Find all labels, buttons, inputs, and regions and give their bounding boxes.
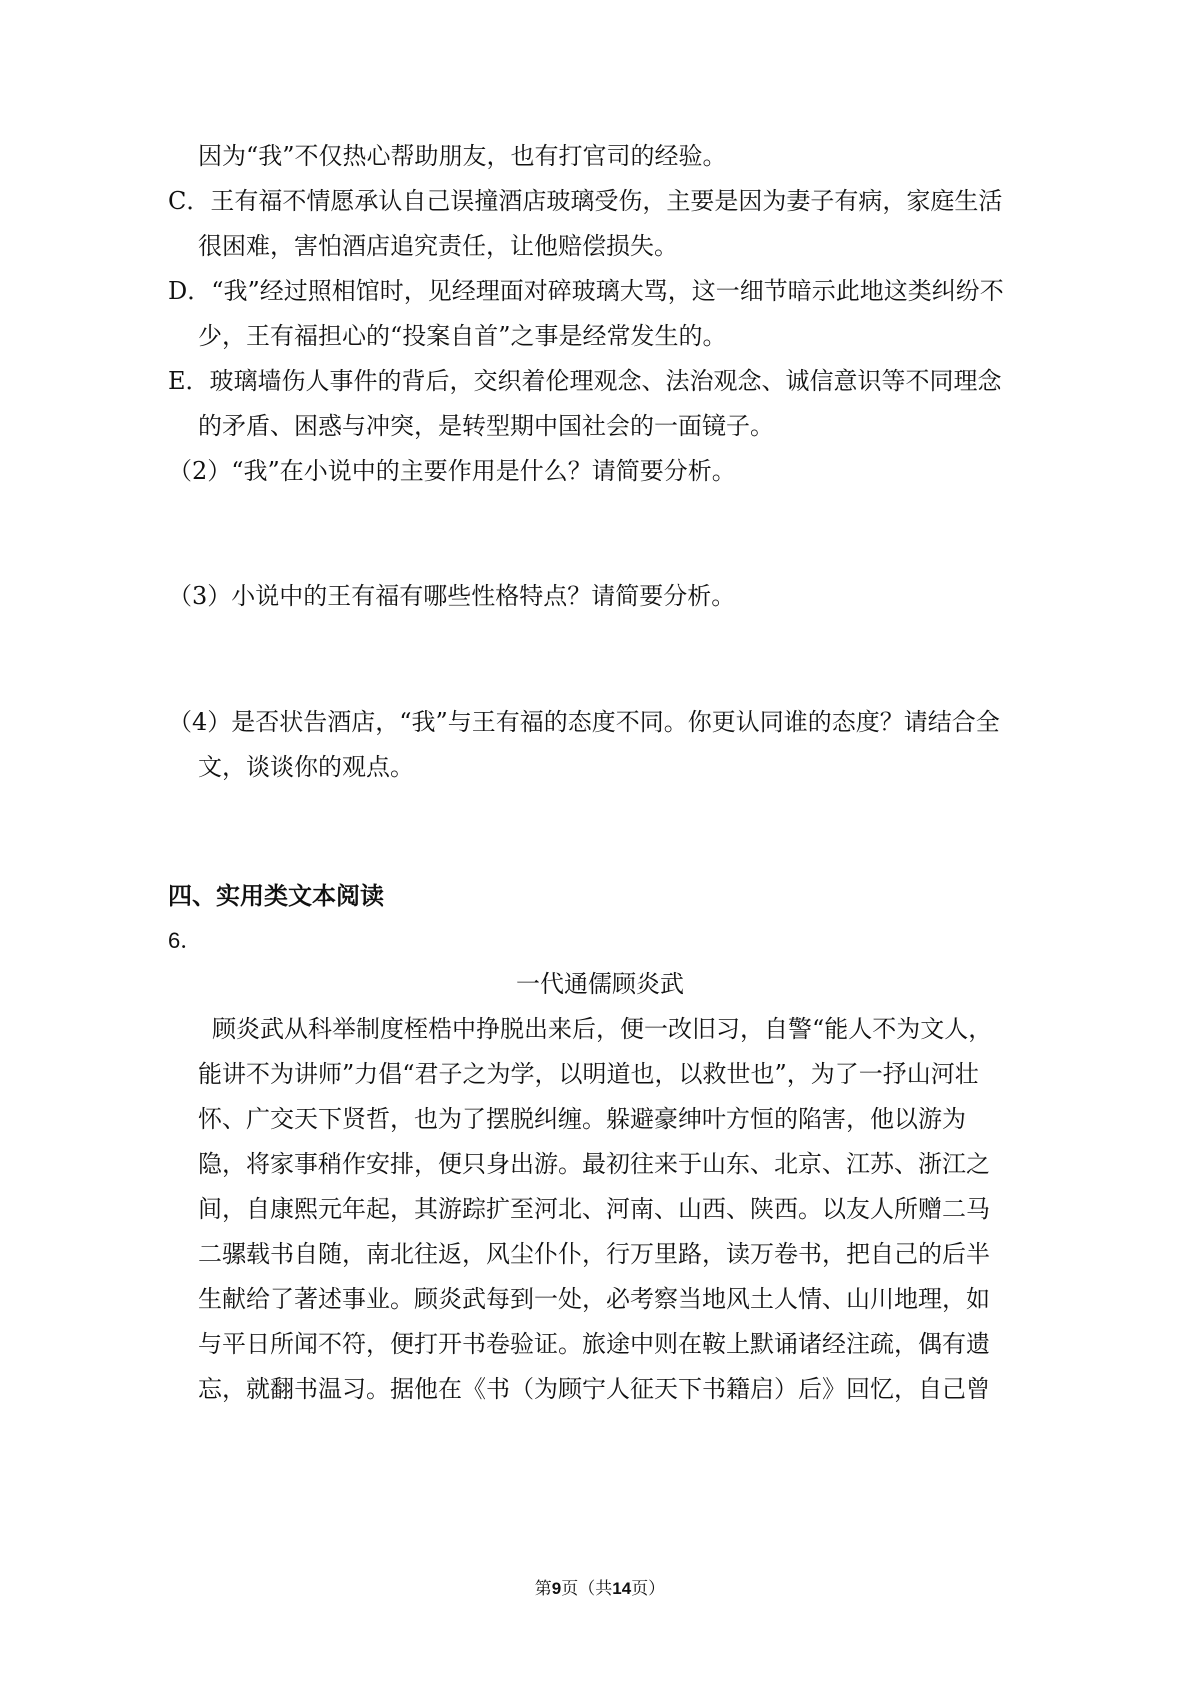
passage-line: 与平日所闻不符，便打开书卷验证。旅途中则在鞍上默诵诸经注疏，偶有遗 <box>198 1330 990 1358</box>
question-4-line-2: 文，谈谈你的观点。 <box>198 753 414 781</box>
question-number: 6． <box>168 928 203 953</box>
passage-line: 生献给了著述事业。顾炎武每到一处，必考察当地风土人情、山川地理，如 <box>198 1285 990 1313</box>
footer-total-pages: 14 <box>612 1579 632 1598</box>
option-b-continuation: 因为“我”不仅热心帮助朋友，也有打官司的经验。 <box>198 142 727 170</box>
option-d-line-2: 少，王有福担心的“投案自首”之事是经常发生的。 <box>198 322 727 350</box>
passage-line: 二骡载书自随，南北往返，风尘仆仆，行万里路，读万卷书，把自己的后半 <box>198 1240 990 1268</box>
section-heading: 四、实用类文本阅读 <box>168 882 384 910</box>
question-3: （3）小说中的王有福有哪些性格特点？请简要分析。 <box>168 582 736 610</box>
option-c-line-2: 很困难，害怕酒店追究责任，让他赔偿损失。 <box>198 232 678 260</box>
footer-suffix: 页） <box>631 1579 666 1599</box>
option-e-line-1: E．玻璃墙伤人事件的背后，交织着伦理观念、法治观念、诚信意识等不同理念 <box>168 367 1002 395</box>
option-e-line-2: 的矛盾、困惑与冲突，是转型期中国社会的一面镜子。 <box>198 412 774 440</box>
question-2: （2）“我”在小说中的主要作用是什么？请简要分析。 <box>168 457 736 485</box>
passage-line: 怀、广交天下贤哲，也为了摆脱纠缠。躲避豪绅叶方恒的陷害，他以游为 <box>198 1105 966 1133</box>
passage-line: 能讲不为讲师”力倡“君子之为学，以明道也，以救世也”，为了一抒山河壮 <box>198 1060 979 1088</box>
option-c-line-1: C．王有福不情愿承认自己误撞酒店玻璃受伤，主要是因为妻子有病，家庭生活 <box>168 187 1003 215</box>
passage-line: 顾炎武从科举制度桎梏中挣脱出来后，便一改旧习，自警“能人不为文人， <box>212 1015 993 1043</box>
option-d-line-1: D．“我”经过照相馆时，见经理面对碎玻璃大骂，这一细节暗示此地这类纠纷不 <box>168 277 1004 305</box>
footer-page-number: 9 <box>551 1579 562 1598</box>
footer-prefix: 第 <box>534 1579 552 1599</box>
page-footer <box>0 1577 1200 1601</box>
footer-middle: 页（共 <box>561 1579 613 1599</box>
passage-line: 间，自康熙元年起，其游踪扩至河北、河南、山西、陕西。以友人所赠二马 <box>198 1195 990 1223</box>
question-4-line-1: （4）是否状告酒店，“我”与王有福的态度不同。你更认同谁的态度？请结合全 <box>168 708 1000 736</box>
passage-line: 忘，就翻书温习。据他在《书（为顾宁人征天下书籍启）后》回忆，自己曾 <box>198 1375 990 1403</box>
passage-title: 一代通儒顾炎武 <box>516 970 684 998</box>
passage-line: 隐，将家事稍作安排，便只身出游。最初往来于山东、北京、江苏、浙江之 <box>198 1150 990 1178</box>
